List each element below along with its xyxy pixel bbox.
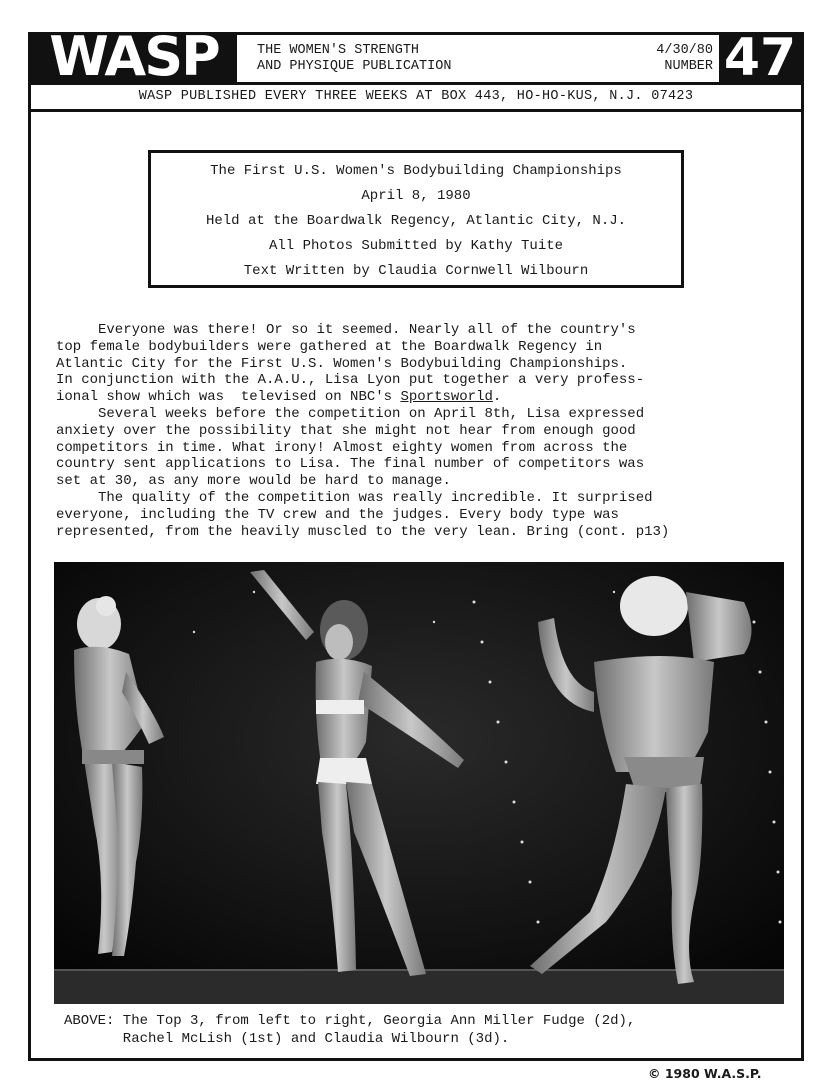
body-line: Atlantic City for the First U.S. Women's Bodybuilding Championships. bbox=[56, 355, 628, 372]
article-title: The First U.S. Women's Bodybuilding Championships bbox=[210, 163, 622, 179]
tagline bbox=[257, 43, 451, 75]
tagline-line-1: THE WOMEN'S STRENGTH bbox=[257, 43, 420, 58]
masthead bbox=[28, 25, 804, 88]
issue-date: 4/30/80 bbox=[656, 43, 713, 58]
body-line: country sent applications to Lisa. The final number of competitors was bbox=[56, 456, 645, 473]
body-line: everyone, including the TV crew and the judges. Every body type was bbox=[56, 506, 619, 523]
photo-caption bbox=[64, 1012, 635, 1048]
issue-number-label: NUMBER bbox=[664, 59, 713, 74]
caption-line-1: ABOVE: The Top 3, from left to right, Georgia Ann Miller Fudge (2d), bbox=[64, 1013, 636, 1029]
article-title-box bbox=[148, 150, 684, 288]
body-line: In conjunction with the A.A.U., Lisa Lyon put together a very profess- bbox=[56, 372, 645, 389]
body-line: represented, from the heavily muscled to the very lean. Bring (cont. p13) bbox=[56, 523, 670, 540]
issue-info bbox=[621, 43, 713, 75]
body-line: Several weeks before the competition on April 8th, Lisa expressed bbox=[56, 405, 645, 422]
sportsworld-title: Sportsworld bbox=[400, 389, 493, 406]
body-line: anxiety over the possibility that she might not hear from enough good bbox=[56, 422, 636, 439]
copyright-notice: © 1980 W.A.S.P. bbox=[648, 1066, 762, 1081]
wasp-logo: WASP bbox=[31, 32, 237, 82]
event-date: April 8, 1980 bbox=[361, 188, 471, 204]
body-line: ional show which was televised on NBC's bbox=[56, 389, 401, 406]
event-venue: Held at the Boardwalk Regency, Atlantic City, N.J. bbox=[205, 213, 627, 229]
issue-number: 47 bbox=[719, 32, 801, 82]
article-body bbox=[56, 322, 806, 540]
publication-info-bar: WASP PUBLISHED EVERY THREE WEEKS AT BOX 443, HO-HO-KUS, N.J. 07423 bbox=[28, 82, 804, 112]
body-line: The quality of the competition was really incredible. It surprised bbox=[56, 489, 653, 506]
body-line: set at 30, as any more would be hard to manage. bbox=[56, 473, 451, 490]
body-line: top female bodybuilders were gathered at the Boardwalk Regency in bbox=[56, 338, 603, 355]
caption-line-2: Rachel McLish (1st) and Claudia Wilbourn (3d). bbox=[64, 1031, 510, 1047]
photo-credit: All Photos Submitted by Kathy Tuite bbox=[268, 238, 564, 254]
body-line: competitors in time. What irony! Almost eighty women from across the bbox=[56, 439, 628, 456]
body-line: . bbox=[492, 389, 502, 406]
competition-photo bbox=[54, 562, 784, 1004]
text-credit: Text Written by Claudia Cornwell Wilbourn bbox=[243, 263, 589, 279]
photo-illustration bbox=[54, 562, 784, 1004]
tagline-line-2: AND PHYSIQUE PUBLICATION bbox=[257, 59, 452, 74]
body-line: Everyone was there! Or so it seemed. Nearly all of the country's bbox=[56, 322, 636, 338]
